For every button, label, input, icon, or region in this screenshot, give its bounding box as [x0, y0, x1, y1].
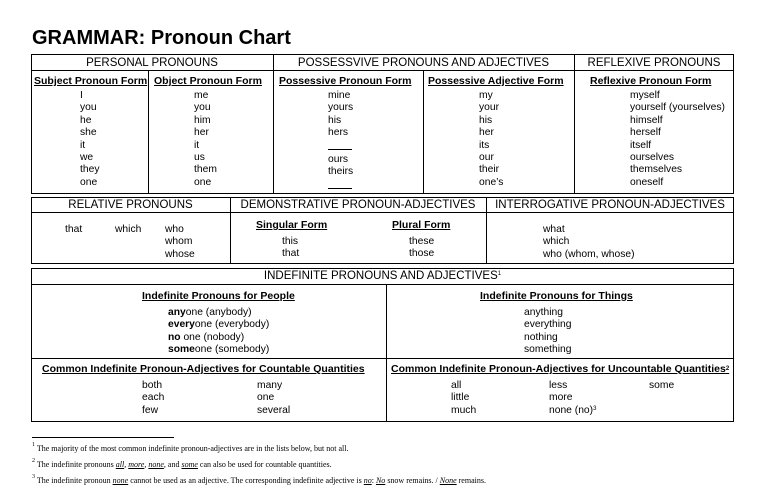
- list-item: I: [80, 90, 83, 101]
- list-item: little: [451, 392, 470, 404]
- list-item: one: [257, 392, 275, 404]
- list-item: some: [649, 380, 675, 391]
- reflexive-form-header: Reflexive Pronoun Form: [590, 75, 712, 87]
- footnote-ref-1: 1: [497, 271, 502, 277]
- list-item: someone (somebody): [168, 344, 270, 356]
- list-item: none (no)$^3$: [549, 404, 597, 416]
- relative-pronouns-header: RELATIVE PRONOUNS: [68, 199, 193, 211]
- list-item: itself: [630, 139, 652, 151]
- list-item: anything: [524, 307, 563, 318]
- list-item: which: [543, 236, 570, 248]
- list-item: everything: [524, 319, 572, 331]
- countable-header: Common Indefinite Pronoun-Adjectives for Countable Quantities: [42, 363, 365, 375]
- list-item: theirs: [328, 166, 354, 178]
- uncountable-col3: [649, 380, 674, 392]
- list-item: several: [257, 404, 291, 416]
- possessive-adjective-list: [479, 90, 503, 189]
- singular-form-header: Singular Form: [256, 219, 328, 231]
- list-item: mine: [328, 90, 351, 101]
- list-item: what: [543, 224, 565, 235]
- people-header: Indefinite Pronouns for People: [142, 290, 295, 302]
- relative-which: which: [115, 224, 142, 235]
- list-item: her: [194, 127, 209, 139]
- list-item: her: [479, 127, 494, 139]
- list-item: they: [80, 164, 100, 176]
- list-item: he: [80, 114, 92, 126]
- reflexive-header: REFLEXIVE PRONOUNS: [587, 57, 721, 69]
- list-item: my: [479, 90, 493, 101]
- uncountable-header-text: Common Indefinite Pronoun-Adjectives for Uncountable Quantities: [391, 363, 726, 375]
- list-item: who: [165, 224, 184, 235]
- list-item: ourselves: [630, 152, 675, 164]
- list-item: no one (nobody): [168, 331, 245, 343]
- relative-that: that: [65, 224, 83, 235]
- list-item: yourself (yourselves): [630, 102, 725, 114]
- list-item: himself: [630, 114, 663, 126]
- list-item: one: [80, 176, 98, 188]
- list-item: whom: [165, 236, 193, 248]
- list-item: ours: [328, 154, 349, 166]
- page-title: GRAMMAR: Pronoun Chart: [32, 27, 291, 49]
- demonstrative-header: DEMONSTRATIVE PRONOUN-ADJECTIVES: [240, 199, 476, 211]
- things-list: [524, 307, 572, 357]
- footnote-2: $^2$ The indefinite pronouns all, more, none, and some can also be used for countable quantities.: [32, 458, 332, 469]
- list-item: more: [549, 392, 573, 404]
- divider: [423, 70, 424, 194]
- object-pronoun-list: [194, 90, 217, 189]
- list-item: one’s: [479, 176, 504, 188]
- list-item: it: [194, 139, 200, 151]
- footnote-3: $^3$ The indefinite pronoun none cannot be used as an adjective. The corresponding indefinite adjective is no: No snow remains. / None remains.: [32, 474, 486, 485]
- list-item: their: [479, 164, 500, 176]
- list-item: we: [80, 152, 94, 164]
- uncountable-col2: [549, 380, 596, 417]
- list-item: myself: [630, 90, 660, 101]
- uncountable-header: [391, 363, 729, 376]
- footnote-ref-2: 2: [725, 366, 730, 372]
- personal-pronouns-header: PERSONAL PRONOUNS: [86, 57, 218, 69]
- list-item: one: [194, 176, 212, 188]
- interrogative-list: [543, 224, 635, 261]
- footnote-ref-3: 3: [593, 405, 597, 412]
- list-item: his: [479, 114, 493, 126]
- list-item: herself: [630, 127, 661, 139]
- list-item: [328, 140, 353, 154]
- list-item: whose: [165, 248, 195, 260]
- countable-col1: [142, 380, 164, 417]
- list-item: hers: [328, 127, 349, 139]
- object-form-header: Object Pronoun Form: [154, 75, 262, 87]
- list-item: everyone (everybody): [168, 319, 270, 331]
- list-item: something: [524, 344, 572, 356]
- list-item: that: [282, 248, 300, 260]
- list-item: our: [479, 152, 494, 164]
- list-item: you: [80, 102, 97, 114]
- list-item: us: [194, 152, 205, 164]
- list-item: few: [142, 404, 159, 416]
- list-item: each: [142, 392, 165, 404]
- possessive-adjective-header: Possessive Adjective Form: [428, 75, 564, 87]
- list-item: nothing: [524, 331, 558, 343]
- list-item: him: [194, 114, 211, 126]
- list-item: you: [194, 102, 211, 114]
- list-item: who (whom, whose): [543, 248, 635, 260]
- countable-col2: [257, 380, 290, 417]
- uncountable-col1: [451, 380, 476, 417]
- list-item: those: [409, 248, 435, 260]
- divider: [31, 70, 734, 71]
- things-header: Indefinite Pronouns for Things: [480, 290, 633, 302]
- people-list: [168, 307, 269, 357]
- list-item: much: [451, 404, 477, 416]
- divider: [273, 54, 274, 194]
- list-item: anyone (anybody): [168, 307, 252, 318]
- subject-pronoun-list: [80, 90, 99, 189]
- list-item: themselves: [630, 164, 683, 176]
- divider: [31, 212, 734, 213]
- possessive-header: POSSESSVIVE PRONOUNS AND ADJECTIVES: [297, 57, 550, 69]
- footnote-1: $^1$ The majority of the most common indefinite pronoun-adjectives are in the lists below, but not all.: [32, 442, 349, 453]
- plural-list: [409, 236, 434, 261]
- list-item: his: [328, 114, 342, 126]
- divider: [31, 358, 734, 359]
- list-item: yours: [328, 102, 354, 114]
- list-item: them: [194, 164, 217, 176]
- list-item: this: [282, 236, 299, 247]
- list-item: [328, 179, 353, 193]
- subject-form-header: Subject Pronoun Form: [34, 75, 148, 87]
- list-item: me: [194, 90, 209, 101]
- list-item: both: [142, 380, 163, 391]
- divider: [386, 284, 387, 422]
- list-item: all: [451, 380, 462, 391]
- list-item: your: [479, 102, 500, 114]
- blank-line: [328, 179, 352, 189]
- list-item: these: [409, 236, 435, 247]
- indefinite-header-text: INDEFINITE PRONOUNS AND ADJECTIVES: [263, 270, 498, 282]
- blank-line: [328, 140, 352, 150]
- possessive-pronoun-list: [328, 90, 353, 193]
- relative-who-list: [165, 224, 195, 261]
- list-item: it: [80, 139, 86, 151]
- list-item: oneself: [630, 176, 664, 188]
- divider: [574, 54, 575, 194]
- indefinite-header: [31, 269, 734, 283]
- plural-form-header: Plural Form: [392, 219, 451, 231]
- list-item: its: [479, 139, 490, 151]
- footnote-rule: [32, 437, 174, 438]
- reflexive-pronoun-list: [630, 90, 725, 189]
- divider: [31, 284, 734, 285]
- singular-list: [282, 236, 299, 261]
- interrogative-header: INTERROGATIVE PRONOUN-ADJECTIVES: [495, 199, 725, 211]
- list-item: many: [257, 380, 283, 391]
- divider: [148, 70, 149, 194]
- list-item: less: [549, 380, 568, 391]
- possessive-pronoun-header: Possessive Pronoun Form: [279, 75, 412, 87]
- list-item: she: [80, 127, 97, 139]
